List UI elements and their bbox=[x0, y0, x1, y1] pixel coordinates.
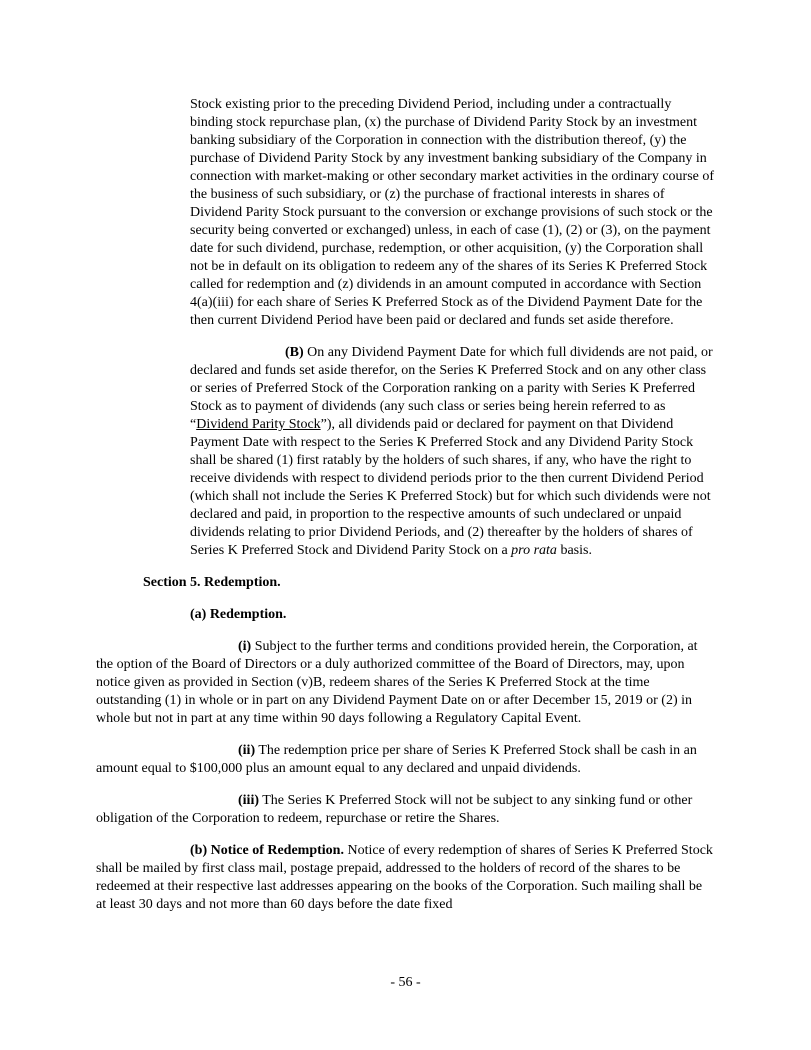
heading-text: (a) Redemption. bbox=[190, 607, 287, 622]
clause-label: (B) bbox=[285, 345, 304, 360]
page-number-footer bbox=[0, 974, 811, 992]
paragraph-text: ”), all dividends paid or declared for payment on that Dividend Payment Date with respect to the Series K Preferred Stock and any Dividend Parity Stock shall be shared (1) first ratably by the holders of such shares, if any, who have the right to receive dividends with respect to dividend periods prior to the then current Dividend Period (which shall not include the Series K Preferred Stock) but for which such dividends were not declared and paid, in proportion to the respective amounts of such undeclared or unpaid dividends relating to prior Dividend Periods, and (2) thereafter by the holders of shares of Series K Preferred Stock and Dividend Parity Stock on a bbox=[190, 417, 711, 558]
paragraph-text: Subject to the further terms and conditions provided herein, the Corporation, at the option of the Board of Directors or a duly authorized committee of the Board of Directors, may, upon notice given as provided in Section (v)B, redeem shares of the Series K Preferred Stock at the time outstanding (1) in whole or in part on any Dividend Payment Date on or after December 15, 2019 or (2) in whole but not in part at any time within 90 days following a Regulatory Capital Event. bbox=[96, 639, 698, 726]
clause-label: (ii) bbox=[238, 743, 256, 758]
paragraph-dividend-parity-continuation bbox=[190, 96, 716, 330]
clause-label: (iii) bbox=[238, 793, 259, 808]
paragraph-text: The redemption price per share of Series K Preferred Stock shall be cash in an amount equal to $100,000 plus an amount equal to any declared and unpaid dividends. bbox=[96, 743, 697, 776]
paragraph-text: Stock existing prior to the preceding Dividend Period, including under a contractually binding stock repurchase plan, (x) the purchase of Dividend Parity Stock by an investment banking subsidiary of the Corporation in connection with the distribution thereof, (y) the purchase of Dividend Parity Stock by any investment banking subsidiary of the Company in connection with market-making or other secondary market activities in the ordinary course of the business of such subsidiary, or (z) the purchase of fractional interests in shares of Dividend Parity Stock pursuant to the conversion or exchange provisions of such stock or the security being converted or exchanged) unless, in each of case (1), (2) or (3), on the payment date for such dividend, purchase, redemption, or other acquisition, (y) the Corporation shall not be in default on its obligation to redeem any of the shares of its Series K Preferred Stock called for redemption and (z) dividends in an amount computed in accordance with Section 4(a)(iii) for each share of Series K Preferred Stock as of the Dividend Payment Date for the then current Dividend Period have been paid or declared and funds set aside therefore. bbox=[190, 97, 715, 328]
page-number: - 56 - bbox=[390, 975, 421, 990]
paragraph-text: Notice of every redemption of shares of Series K Preferred Stock shall be mailed by first class mail, postage prepaid, addressed to the holders of record of the shares to be redeemed at their respective last addresses appearing on the books of the Corporation. Such mailing shall be at least 30 days and not more than 60 days before the date fixed bbox=[96, 843, 713, 912]
clause-label: (b) Notice of Redemption. bbox=[190, 843, 344, 858]
section-5-heading bbox=[143, 574, 811, 592]
clause-label: (i) bbox=[238, 639, 252, 654]
paragraph-clause-b-notice bbox=[96, 842, 715, 914]
subsection-a-heading bbox=[190, 606, 811, 624]
paragraph-text: On any Dividend Payment Date for which full dividends are not paid, or declared and funds set aside therefor, on the Series K Preferred Stock and on any other class or series of Preferred Stock of the Corporation ranking on a parity with Series K Preferred Stock as to payment of dividends (any such class or series being herein referred to as “ bbox=[190, 345, 713, 432]
paragraph-text: The Series K Preferred Stock will not be subject to any sinking fund or other obligation of the Corporation to redeem, repurchase or retire the Shares. bbox=[96, 793, 693, 826]
latin-phrase-pro-rata: pro rata bbox=[511, 543, 557, 558]
paragraph-clause-i bbox=[96, 638, 715, 728]
heading-text: Section 5. Redemption. bbox=[143, 575, 281, 590]
paragraph-clause-iii bbox=[96, 792, 715, 828]
paragraph-clause-ii bbox=[96, 742, 715, 778]
defined-term-dividend-parity-stock: Dividend Parity Stock bbox=[196, 417, 321, 432]
paragraph-text: basis. bbox=[556, 543, 592, 558]
paragraph-clause-B bbox=[190, 344, 716, 560]
